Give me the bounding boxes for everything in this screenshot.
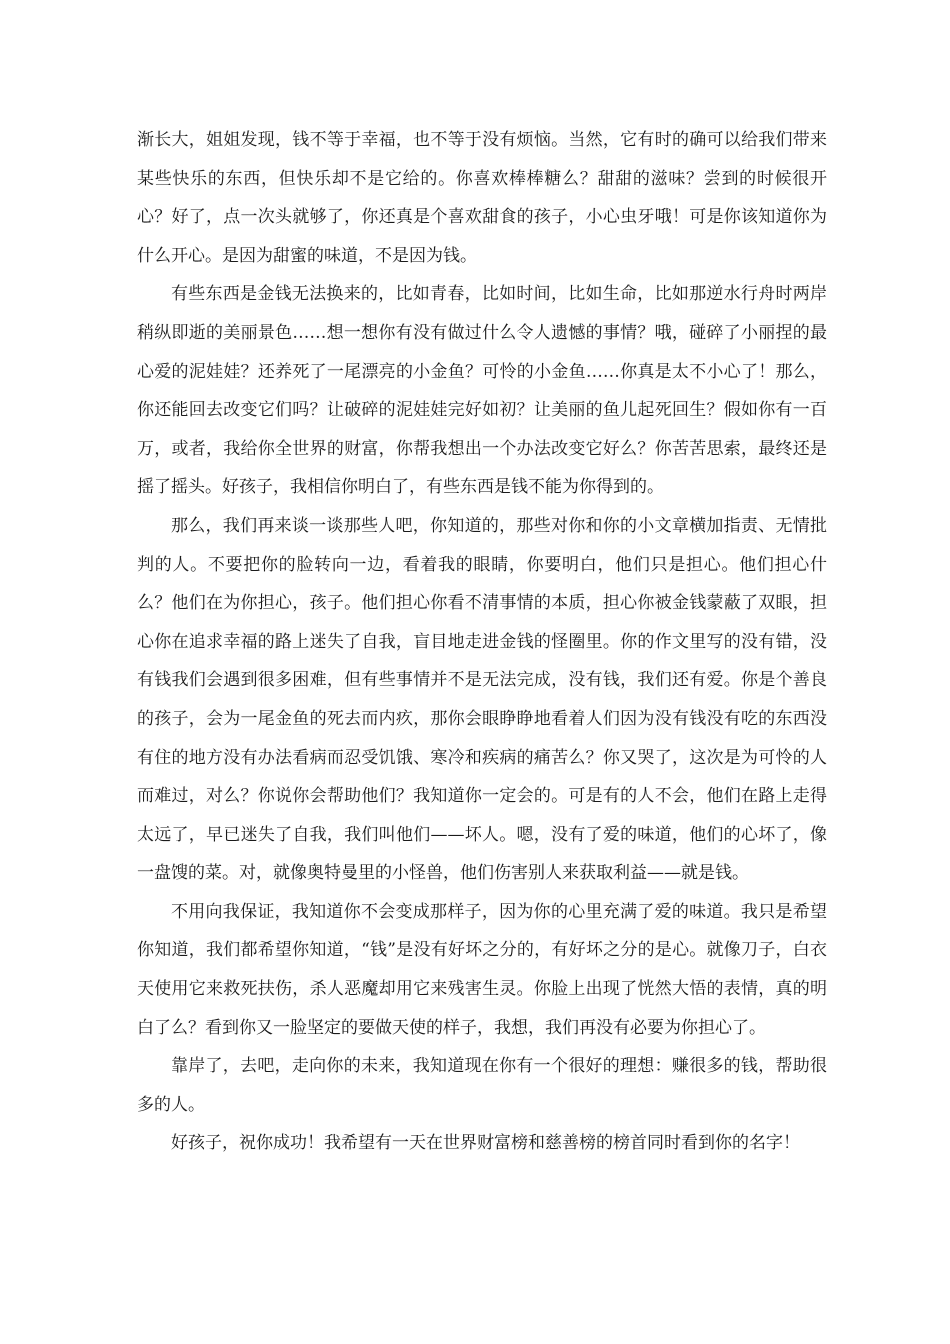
paragraph-5: 靠岸了，去吧，走向你的未来，我知道现在你有一个很好的理想：赚很多的钱，帮助很多的人。 [137, 1056, 827, 1115]
paragraph-6: 好孩子，祝你成功！我希望有一天在世界财富榜和慈善榜的榜首同时看到你的名字！ [171, 1133, 800, 1154]
paragraph-2: 有些东西是金钱无法换来的，比如青春，比如时间，比如生命，比如那逆水行舟时两岸稍纵即逝的美丽景色……想一想你有没有做过什么令人遗憾的事情？哦，碰碎了小丽捏的最心爱的泥娃娃？还养死了一尾漂亮的小金鱼？可怜的小金鱼……你真是太不小心了！那么，你还能回去改变它们吗？让破碎的泥娃娃完好如初？让美丽的鱼儿起死回生？假如你有一百万，或者，我给你全世界的财富，你帮我想出一个办法改变它好么？你苦苦思索，最终还是摇了摇头。好孩子，我相信你明白了，有些东西是钱不能为你得到的。 [137, 284, 827, 498]
paragraph-4: 不用向我保证，我知道你不会变成那样子，因为你的心里充满了爱的味道。我只是希望你知道，我们都希望你知道，“钱”是没有好坏之分的，有好坏之分的是心。就像刀子，白衣天使用它来救死扶伤，杀人恶魔却用它来残害生灵。你脸上出现了恍然大悟的表情，真的明白了么？看到你又一脸坚定的要做天使的样子，我想，我们再没有必要为你担心了。 [137, 901, 827, 1038]
paragraph-3: 那么，我们再来谈一谈那些人吧，你知道的，那些对你和你的小文章横加指责、无情批判的人。不要把你的脸转向一边，看着我的眼睛，你要明白，他们只是担心。他们担心什么？他们在为你担心，孩子。他们担心你看不清事情的本质，担心你被金钱蒙蔽了双眼，担心你在追求幸福的路上迷失了自我，盲目地走进金钱的怪圈里。你的作文里写的没有错，没有钱我们会遇到很多困难，但有些事情并不是无法完成，没有钱，我们还有爱。你是个善良的孩子，会为一尾金鱼的死去而内疚，那你会眼睁睁地看着人们因为没有钱没有吃的东西没有住的地方没有办法看病而忍受饥饿、寒冷和疾病的痛苦么？你又哭了，这次是为可怜的人而难过，对么？你说你会帮助他们？我知道你一定会的。可是有的人不会，他们在路上走得太远了，早已迷失了自我，我们叫他们——坏人。嗯，没有了爱的味道，他们的心坏了，像一盘馊的菜。对，就像奥特曼里的小怪兽，他们伤害别人来获取利益——就是钱。 [137, 515, 827, 884]
document-body [137, 121, 827, 1163]
paragraph-1: 渐长大，姐姐发现，钱不等于幸福，也不等于没有烦恼。当然，它有时的确可以给我们带来某些快乐的东西，但快乐却不是它给的。你喜欢棒棒糖么？甜甜的滋味？尝到的时候很开心？好了，点一次头就够了，你还真是个喜欢甜食的孩子，小心虫牙哦！可是你该知道你为什么开心。是因为甜蜜的味道，不是因为钱。 [137, 130, 827, 266]
